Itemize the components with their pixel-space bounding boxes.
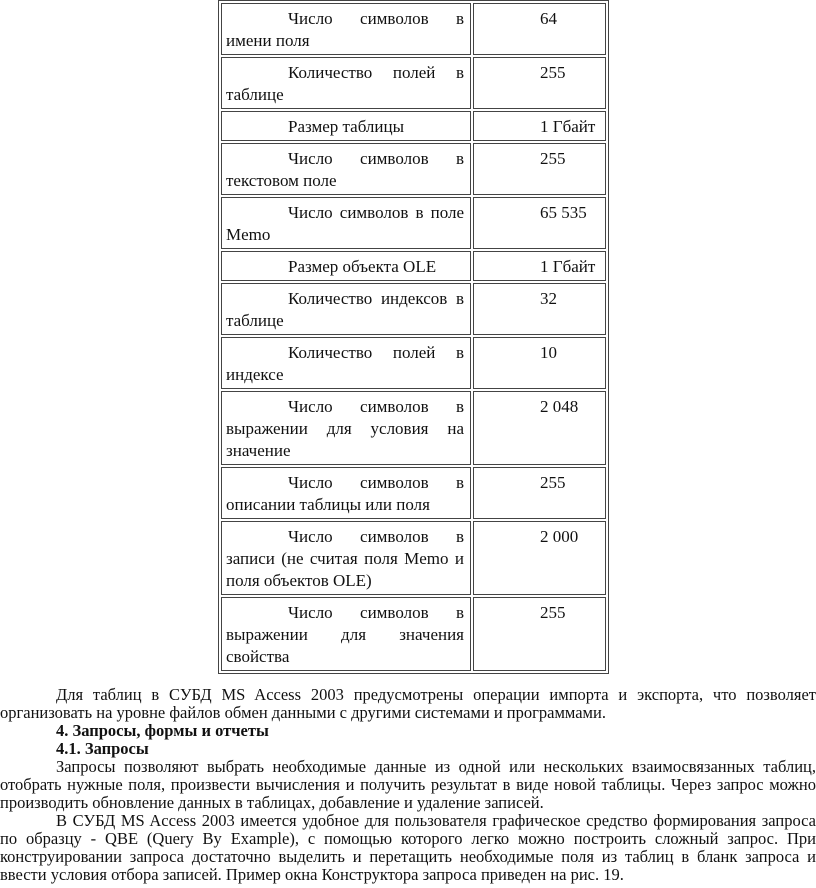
row-label: Количество полей в таблице: [226, 63, 464, 104]
row-label-cell: [221, 521, 471, 595]
row-label-cell: [221, 3, 471, 55]
row-value: 255: [540, 149, 566, 168]
row-value-cell: [473, 283, 606, 335]
table-row: [221, 283, 606, 335]
row-value-cell: [473, 111, 606, 141]
row-label-cell: [221, 391, 471, 465]
table-row: [221, 521, 606, 595]
row-value-cell: [473, 57, 606, 109]
row-label-cell: [221, 197, 471, 249]
row-value: 255: [540, 63, 566, 82]
paragraph-queries: Запросы позволяют выбрать необходимые данные из одной или нескольких взаимосвязанных таблиц, отобрать нужные поля, произвести вычисления и получить результат в виде новой таблицы. Через запрос можно производить обновление данных в таблицах, добавление и удаление записей.: [0, 757, 816, 812]
table-row: [221, 337, 606, 389]
row-label-cell: [221, 597, 471, 671]
row-value-cell: [473, 197, 606, 249]
row-label: Число символов в выражении для значения свойства: [226, 603, 464, 666]
table-row: [221, 3, 606, 55]
row-value-cell: [473, 467, 606, 519]
row-label: Число символов в имени поля: [226, 9, 464, 50]
subsection-heading: 4.1. Запросы: [56, 739, 149, 758]
row-label-cell: [221, 283, 471, 335]
row-label-cell: [221, 111, 471, 141]
row-label: Количество полей в индексе: [226, 343, 464, 384]
row-value-cell: [473, 521, 606, 595]
row-value: 2 048: [540, 397, 579, 416]
row-label: Число символов в поле Memo: [226, 203, 464, 244]
row-label-cell: [221, 57, 471, 109]
row-label-cell: [221, 143, 471, 195]
row-value: 2 000: [540, 527, 579, 546]
row-value-cell: [473, 391, 606, 465]
table-row: [221, 143, 606, 195]
row-value-cell: [473, 337, 606, 389]
specs-table-body: [221, 3, 606, 671]
table-row: [221, 197, 606, 249]
paragraph-qbe: В СУБД MS Access 2003 имеется удобное для пользователя графическое средство формирования запроса по образцу - QBE (Query By Example), с помощью которого легко можно построить сложный запрос. При конструировании запроса достаточно выделить и перетащить необходимые поля из таблиц в бланк запроса и ввести условия отбора записей. Пример окна Конструктора запроса приведен на рис. 19.: [0, 811, 816, 884]
row-label: Число символов в выражении для условия на значение: [226, 397, 464, 460]
row-label: Число символов в записи (не считая поля Memo и поля объектов OLE): [226, 527, 464, 590]
row-value: 1 Гбайт: [540, 257, 596, 276]
row-label-cell: [221, 251, 471, 281]
row-value: 255: [540, 473, 566, 492]
row-label: Размер таблицы: [288, 117, 405, 136]
specs-table: [218, 0, 609, 674]
row-value: 10: [540, 343, 557, 362]
row-value-cell: [473, 597, 606, 671]
row-label: Количество индексов в таблице: [226, 289, 464, 330]
section-heading: 4. Запросы, формы и отчеты: [56, 721, 269, 740]
table-row: [221, 391, 606, 465]
paragraph-import-export: Для таблиц в СУБД MS Access 2003 предусмотрены операции импорта и экспорта, что позволяет организовать на уровне файлов обмен данными с другими системами и программами.: [0, 685, 816, 722]
row-label-cell: [221, 337, 471, 389]
row-value: 32: [540, 289, 557, 308]
table-row: [221, 597, 606, 671]
row-value-cell: [473, 143, 606, 195]
row-label: Число символов в описании таблицы или поля: [226, 473, 464, 514]
row-label-cell: [221, 467, 471, 519]
row-value-cell: [473, 251, 606, 281]
row-value: 255: [540, 603, 566, 622]
row-value-cell: [473, 3, 606, 55]
table-row: [221, 111, 606, 141]
table-row: [221, 467, 606, 519]
row-label: Число символов в текстовом поле: [226, 149, 464, 190]
table-row: [221, 57, 606, 109]
document-text: [0, 686, 816, 884]
table-row: [221, 251, 606, 281]
row-label: Размер объекта OLE: [288, 257, 437, 276]
row-value: 64: [540, 9, 557, 28]
row-value: 1 Гбайт: [540, 117, 596, 136]
row-value: 65 535: [540, 203, 587, 222]
